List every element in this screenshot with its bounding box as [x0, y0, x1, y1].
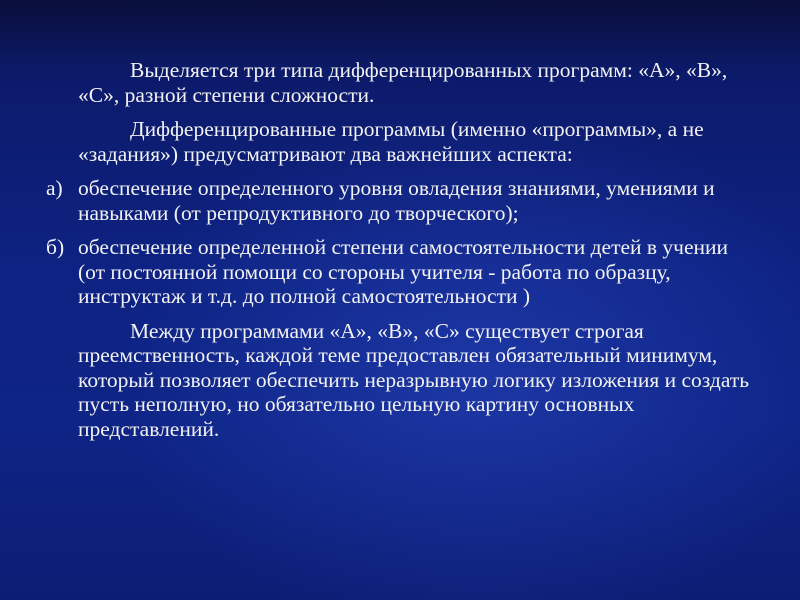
list-item-b	[0, 235, 800, 309]
paragraph-continuity: Между программами «А», «В», «С» существует строгая преемственность, каждой теме предоставлен обязательный минимум, который позволяет обеспечить неразрывную логику изложения и создать пусть неполную, но обязательно цельную картину основных представлений.	[78, 318, 750, 441]
list-item-a-text: обеспечение определенного уровня овладения знаниями, умениями и навыками (от репродуктивного до творческого);	[78, 176, 715, 225]
list-marker-b: б)	[46, 235, 65, 259]
list-item-b-text: обеспечение определенной степени самостоятельности детей в учении (от постоянной помощи со стороны учителя - работа по образцу, инструктаж и т.д. до полной самостоятельности )	[78, 235, 729, 308]
list-item-a	[0, 176, 800, 225]
list-marker-a: а)	[46, 176, 63, 200]
slide-body	[0, 58, 800, 451]
paragraph-two-aspects: Дифференцированные программы (именно «программы», а не «задания») предусматривают два важнейших аспекта:	[78, 117, 704, 166]
paragraph-program-types: Выделяется три типа дифференцированных программ: «А», «В», «С», разной степени сложности.	[78, 58, 728, 107]
